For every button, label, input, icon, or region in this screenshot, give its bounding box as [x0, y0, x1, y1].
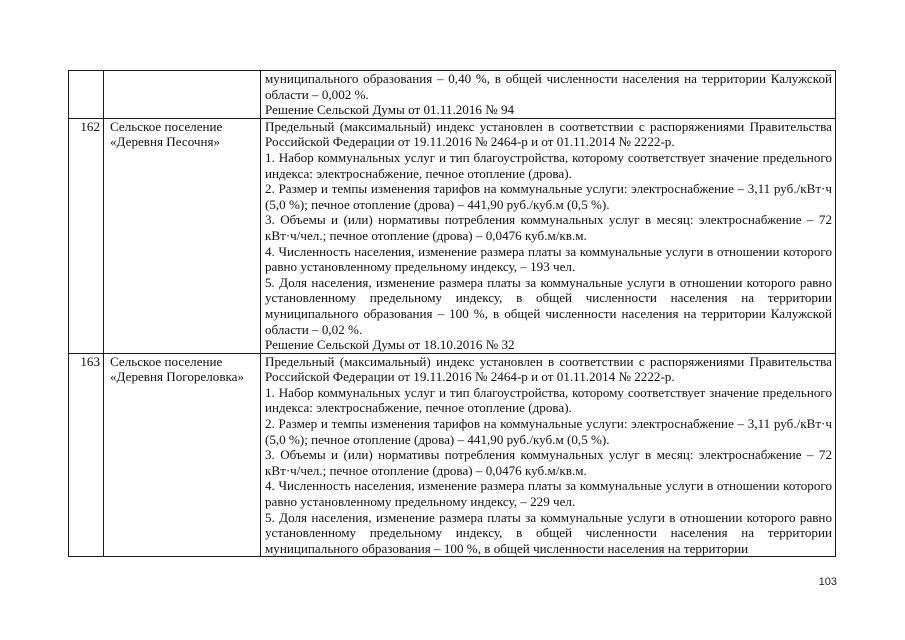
item-paragraph: 5. Доля населения, изменение размера платы за коммунальные услуги в отношении которого равно установленному предельному индексу, в общей численности населения на территории муниципального образования – 100 %, в общей численности населения на территории Калужской области – 0,02 %.	[265, 274, 832, 337]
settlement-name-cell	[104, 353, 261, 557]
page-number: 103	[818, 576, 837, 588]
row-number-cell	[69, 71, 104, 119]
settlement-name: «Деревня Песочня»	[110, 134, 221, 150]
item-paragraph: 2. Размер и темпы изменения тарифов на коммунальные услуги: электроснабжение – 3,11 руб./кВт·ч (5,0 %); печное отопление (дрова) – 441,90 руб./куб.м (0,5 %).	[265, 181, 832, 212]
settlement-name-cell	[104, 71, 261, 119]
row-number-cell: 163	[69, 353, 104, 557]
row-number-cell: 162	[69, 118, 104, 353]
item-paragraph: 1. Набор коммунальных услуг и тип благоустройства, которому соответствует значение предельного индекса: электроснабжение, печное отопление (дрова).	[265, 384, 832, 416]
item-paragraph: 1. Набор коммунальных услуг и тип благоустройства, которому соответствует значение предельного индекса: электроснабжение, печное отопление (дрова).	[265, 149, 832, 181]
intro-paragraph: Предельный (максимальный) индекс установлен в соответствии с распоряжениями Правительства Российской Федерации от 19.11.2016 № 2464-р и от 01.11.2014 № 2222-р.	[265, 118, 832, 150]
item-paragraph: 3. Объемы и (или) нормативы потребления коммунальных услуг в месяц: электроснабжение – 72 кВт·ч/чел.; печное отопление (дрова) – 0,0476 куб.м/кв.м.	[265, 212, 832, 243]
settlement-name: «Деревня Погореловка»	[110, 369, 245, 385]
description-cell	[261, 71, 836, 119]
table-row-162	[69, 118, 836, 353]
table-row-continued	[69, 71, 836, 119]
decision-reference: Решение Сельской Думы от 18.10.2016 № 32	[265, 337, 515, 353]
intro-paragraph: Предельный (максимальный) индекс установлен в соответствии с распоряжениями Правительства Российской Федерации от 19.11.2016 № 2464-р и от 01.11.2014 № 2222-р.	[265, 353, 832, 385]
table-row-163	[69, 353, 836, 557]
item-paragraph: 5. Доля населения, изменение размера платы за коммунальные услуги в отношении которого равно установленному предельному индексу, в общей численности населения на территории муниципального образования – 100 %, в общей численности населения на территории	[265, 509, 832, 556]
item-paragraph: 2. Размер и темпы изменения тарифов на коммунальные услуги: электроснабжение – 3,11 руб./кВт·ч (5,0 %); печное отопление (дрова) – 441,90 руб./куб.м (0,5 %).	[265, 416, 832, 447]
paragraph: муниципального образования – 0,40 %, в общей численности населения на территории Калужской области – 0,002 %.	[265, 71, 832, 102]
settlement-type: Сельское поселение	[110, 353, 223, 369]
settlement-name-cell	[104, 118, 261, 353]
item-paragraph: 4. Численность населения, изменение размера платы за коммунальные услуги в отношении которого равно установленному предельному индексу, – 193 чел.	[265, 243, 832, 275]
item-paragraph: 4. Численность населения, изменение размера платы за коммунальные услуги в отношении которого равно установленному предельному индексу, – 229 чел.	[265, 478, 832, 510]
description-cell	[261, 353, 836, 557]
settlement-type: Сельское поселение	[110, 118, 223, 134]
item-paragraph: 3. Объемы и (или) нормативы потребления коммунальных услуг в месяц: электроснабжение – 72 кВт·ч/чел.; печное отопление (дрова) – 0,0476 куб.м/кв.м.	[265, 447, 832, 478]
municipal-index-table	[68, 70, 836, 557]
description-cell	[261, 118, 836, 353]
decision-reference: Решение Сельской Думы от 01.11.2016 № 94	[265, 102, 515, 118]
